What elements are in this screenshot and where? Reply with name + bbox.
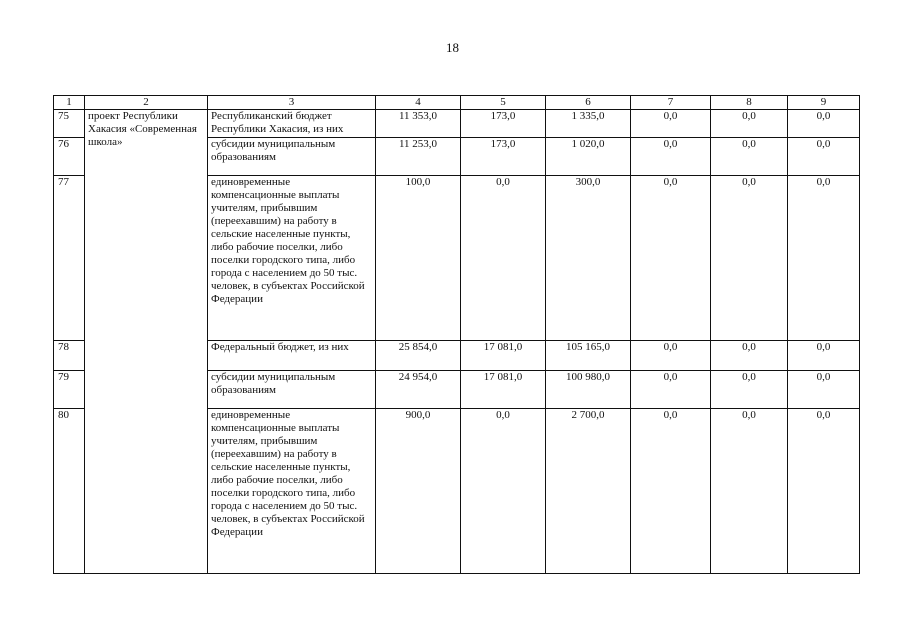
value-cell-6: 300,0	[546, 176, 631, 341]
value-cell-5: 0,0	[461, 176, 546, 341]
description-cell: субсидии муниципальным образованиям	[208, 371, 376, 409]
value-cell-8: 0,0	[711, 409, 788, 574]
value-cell-9: 0,0	[788, 341, 860, 371]
value-cell-7: 0,0	[631, 371, 711, 409]
value-cell-4: 11 253,0	[376, 138, 461, 176]
column-header: 8	[711, 96, 788, 110]
value-cell-7: 0,0	[631, 341, 711, 371]
row-number: 80	[54, 409, 85, 574]
budget-table	[53, 95, 860, 574]
value-cell-5: 0,0	[461, 409, 546, 574]
value-cell-9: 0,0	[788, 176, 860, 341]
value-cell-5: 173,0	[461, 110, 546, 138]
column-header: 5	[461, 96, 546, 110]
row-number: 75	[54, 110, 85, 138]
value-cell-6: 1 335,0	[546, 110, 631, 138]
value-cell-4: 25 854,0	[376, 341, 461, 371]
value-cell-7: 0,0	[631, 176, 711, 341]
page-number: 18	[446, 40, 459, 55]
value-cell-5: 17 081,0	[461, 371, 546, 409]
value-cell-6: 1 020,0	[546, 138, 631, 176]
value-cell-9: 0,0	[788, 371, 860, 409]
project-name-cell	[85, 110, 208, 574]
project-label: проект Республики Хакасия «Современная школа»	[88, 110, 197, 148]
table-header-row	[54, 96, 860, 110]
table-row	[54, 110, 860, 138]
column-header: 2	[85, 96, 208, 110]
value-cell-4: 100,0	[376, 176, 461, 341]
row-number: 76	[54, 138, 85, 176]
description-cell: единовременные компенсационные выплаты учителям, прибывшим (переехавшим) на работу в сельские населенные пункты, либо рабочие поселки, либо поселки городского типа, либо города с населением до 50 тыс. человек, в субъектах Российской Федерации	[208, 409, 376, 574]
column-header: 1	[54, 96, 85, 110]
description-cell: субсидии муниципальным образованиям	[208, 138, 376, 176]
value-cell-8: 0,0	[711, 110, 788, 138]
value-cell-8: 0,0	[711, 176, 788, 341]
column-header: 4	[376, 96, 461, 110]
value-cell-5: 173,0	[461, 138, 546, 176]
column-header: 3	[208, 96, 376, 110]
value-cell-7: 0,0	[631, 409, 711, 574]
value-cell-8: 0,0	[711, 341, 788, 371]
value-cell-6: 2 700,0	[546, 409, 631, 574]
column-header: 9	[788, 96, 860, 110]
value-cell-4: 11 353,0	[376, 110, 461, 138]
value-cell-6: 100 980,0	[546, 371, 631, 409]
row-number: 77	[54, 176, 85, 341]
value-cell-9: 0,0	[788, 138, 860, 176]
row-number: 78	[54, 341, 85, 371]
value-cell-8: 0,0	[711, 371, 788, 409]
value-cell-9: 0,0	[788, 110, 860, 138]
description-cell: единовременные компенсационные выплаты учителям, прибывшим (переехавшим) на работу в сельские населенные пункты, либо рабочие поселки, либо поселки городского типа, либо города с населением до 50 тыс. человек, в субъектах Российской Федерации	[208, 176, 376, 341]
column-header: 7	[631, 96, 711, 110]
value-cell-4: 900,0	[376, 409, 461, 574]
column-header: 6	[546, 96, 631, 110]
value-cell-6: 105 165,0	[546, 341, 631, 371]
value-cell-7: 0,0	[631, 110, 711, 138]
description-cell: Федеральный бюджет, из них	[208, 341, 376, 371]
value-cell-4: 24 954,0	[376, 371, 461, 409]
row-number: 79	[54, 371, 85, 409]
value-cell-9: 0,0	[788, 409, 860, 574]
value-cell-8: 0,0	[711, 138, 788, 176]
value-cell-5: 17 081,0	[461, 341, 546, 371]
value-cell-7: 0,0	[631, 138, 711, 176]
description-cell: Республиканский бюджет Республики Хакасия, из них	[208, 110, 376, 138]
